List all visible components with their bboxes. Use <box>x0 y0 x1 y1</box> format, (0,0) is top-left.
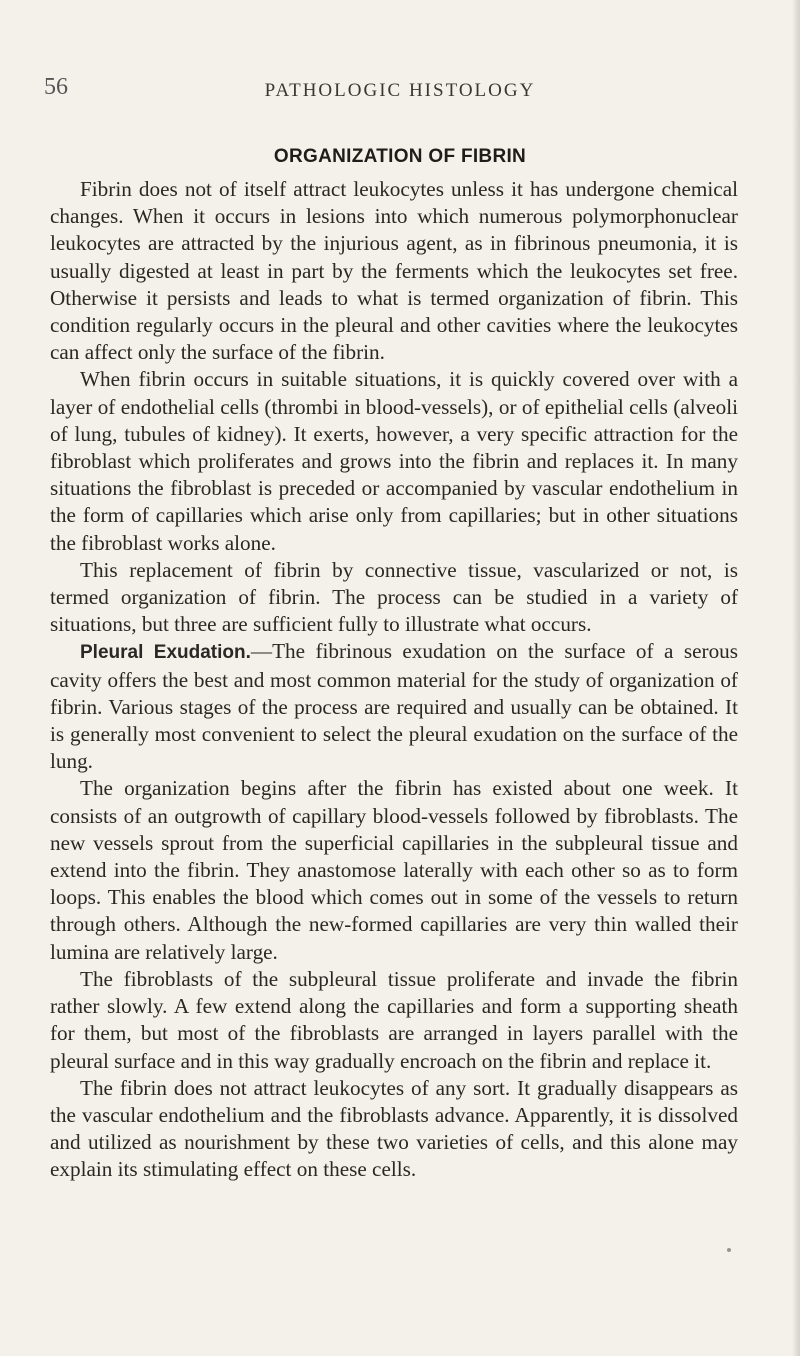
page-number: 56 <box>44 74 68 100</box>
paragraph-4-text: —The fibrinous exudation on the surface of a serous cavity offers the best and most common material for the study of organization of fibrin. Various stages of the process are required and usually can be obtained. It is generally most convenient to select the pleural exudation on the surface of the lung. <box>50 639 738 774</box>
paragraph-6: The fibroblasts of the subpleural tissue proliferate and invade the fibrin rather slowly. A few extend along the capillaries and form a supporting sheath for them, but most of the fibroblasts are arranged in layers parallel with the pleural surface and in this way gradually encroach on the fibrin and replace it. <box>50 966 738 1073</box>
running-title: PATHOLOGIC HISTOLOGY <box>264 80 536 101</box>
paragraph-1: Fibrin does not of itself attract leukocytes unless it has undergone chemical changes. When it occurs in lesions into which numerous polymorphonuclear leukocytes are attracted by the injurious agent, as in fibrinous pneumonia, it is usually digested at least in part by the ferments which the leukocytes set free. Otherwise it persists and leads to what is termed organization of fibrin. This condition regularly occurs in the pleural and other cavities where the leukocytes can affect only the surface of the fibrin. <box>50 177 738 365</box>
paragraph-5: The organization begins after the fibrin has existed about one week. It consists of an outgrowth of capillary blood-vessels followed by fibroblasts. The new vessels sprout from the superficial capillaries in the subpleural tissue and extend into the fibrin. They anastomose laterally with each other so as to form loops. This enables the blood which comes out in some of the vessels to return through others. Although the new-formed capillaries are very thin walled their lumina are relatively large. <box>50 776 738 964</box>
paragraph-4 <box>50 638 738 775</box>
body-text <box>50 176 738 1184</box>
paragraph-2: When fibrin occurs in suitable situations, it is quickly covered over with a layer of endothelial cells (thrombi in blood-vessels), or of epithelial cells (alveoli of lung, tubules of kidney). It exerts, however, a very specific attraction for the fibroblast which proliferates and grows into the fibrin and replaces it. In many situations the fibroblast is preceded or accompanied by vascular endothelium in the form of capillaries which arise only from capillaries; but in other situations the fibroblast works alone. <box>50 367 738 555</box>
paragraph-3: This replacement of fibrin by connective tissue, vascularized or not, is termed organization of fibrin. The process can be studied in a variety of situations, but three are sufficient fully to illustrate what occurs. <box>50 557 738 637</box>
page-edge-shadow <box>792 0 800 1356</box>
ink-speck <box>727 1248 731 1252</box>
run-in-heading: Pleural Exudation. <box>80 642 251 664</box>
section-heading: ORGANIZATION OF FIBRIN <box>273 146 527 167</box>
paragraph-7: The fibrin does not attract leukocytes of any sort. It gradually disappears as the vascular endothelium and the fibroblasts advance. Apparently, it is dissolved and utilized as nourishment by these two varieties of cells, and this alone may explain its stimulating effect on these cells. <box>50 1075 738 1182</box>
